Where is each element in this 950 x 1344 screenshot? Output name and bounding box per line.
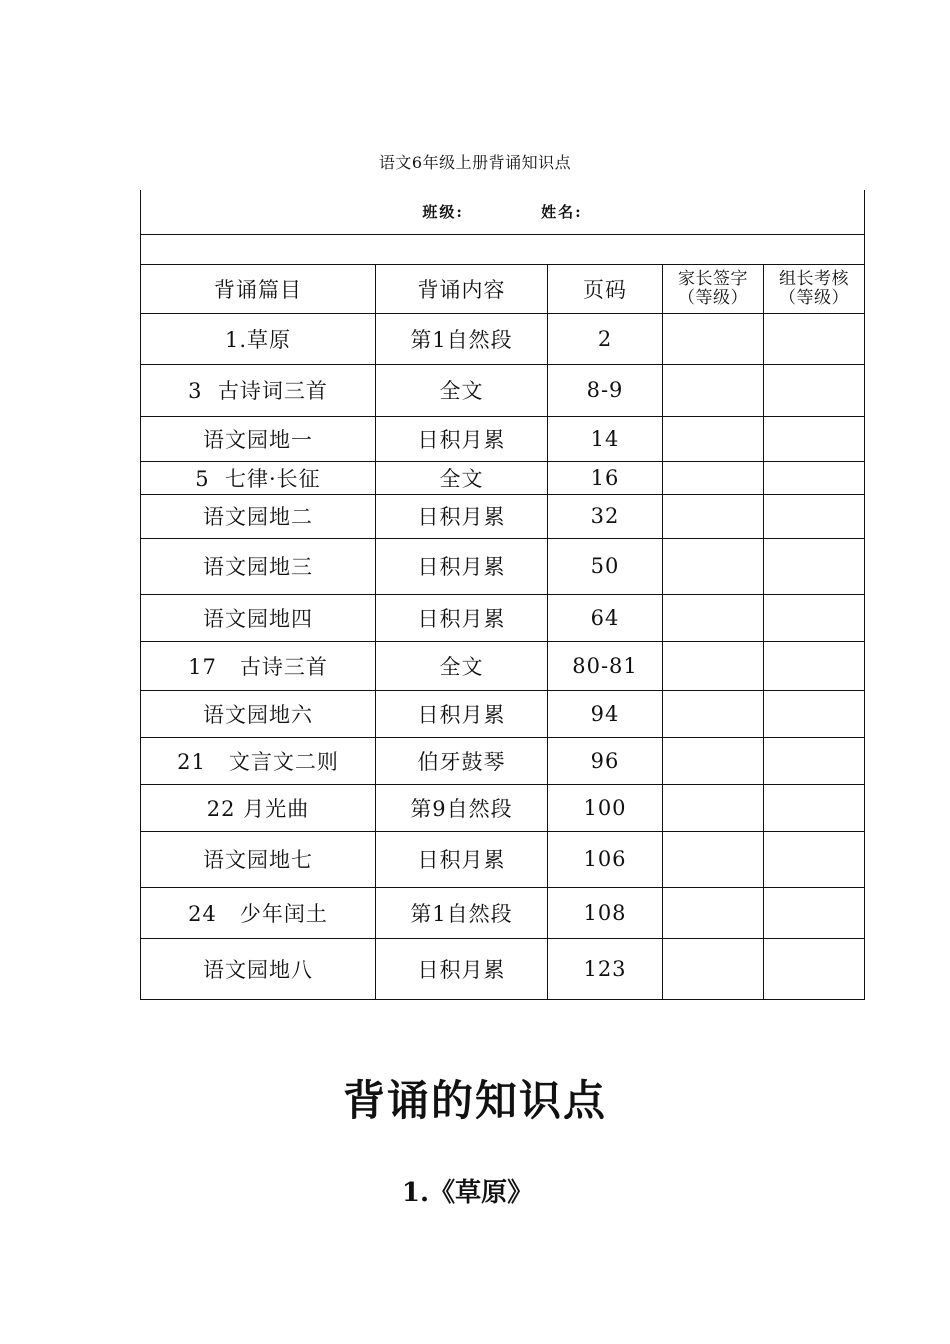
header-piece: 背诵篇目 (141, 264, 376, 313)
piece-cell: 语文园地四 (141, 594, 376, 641)
piece-cell: 5 七律·长征 (141, 461, 376, 494)
parent-sign-cell (663, 461, 764, 494)
leader-check-cell (764, 594, 865, 641)
document-title: 语文6年级上册背诵知识点 (378, 153, 572, 172)
class-name-cell (141, 190, 865, 234)
content-cell: 第1自然段 (376, 887, 548, 938)
piece-cell: 24 少年闰土 (141, 887, 376, 938)
table-row (141, 416, 865, 461)
leader-check-cell (764, 641, 865, 690)
leader-check-cell (764, 831, 865, 887)
table-row (141, 887, 865, 938)
parent-sign-cell (663, 494, 764, 538)
page-cell: 94 (548, 690, 663, 737)
content-cell: 伯牙鼓琴 (376, 737, 548, 784)
piece-cell: 17 古诗三首 (141, 641, 376, 690)
table-row (141, 641, 865, 690)
table-row (141, 594, 865, 641)
table-row (141, 461, 865, 494)
parent-sign-cell (663, 538, 764, 594)
leader-check-cell (764, 538, 865, 594)
leader-check-cell (764, 461, 865, 494)
parent-sign-cell (663, 887, 764, 938)
table-row (141, 313, 865, 364)
parent-sign-cell (663, 364, 764, 416)
leader-check-cell (764, 364, 865, 416)
page-cell: 2 (548, 313, 663, 364)
content-cell: 第9自然段 (376, 784, 548, 831)
page-cell: 50 (548, 538, 663, 594)
content-cell: 日积月累 (376, 831, 548, 887)
content-cell: 全文 (376, 461, 548, 494)
content-cell: 第1自然段 (376, 313, 548, 364)
parent-sign-cell (663, 690, 764, 737)
content-cell: 日积月累 (376, 494, 548, 538)
parent-sign-cell (663, 641, 764, 690)
leader-check-cell (764, 494, 865, 538)
piece-cell: 语文园地三 (141, 538, 376, 594)
parent-sign-cell (663, 737, 764, 784)
piece-cell: 21 文言文二则 (141, 737, 376, 784)
parent-sign-cell (663, 594, 764, 641)
page-cell: 32 (548, 494, 663, 538)
name-label: 姓名: (541, 203, 583, 222)
piece-cell: 语文园地二 (141, 494, 376, 538)
header-page: 页码 (548, 264, 663, 313)
content-cell: 全文 (376, 641, 548, 690)
content-cell: 日积月累 (376, 690, 548, 737)
page-cell: 123 (548, 938, 663, 999)
parent-sign-cell (663, 313, 764, 364)
content-cell: 全文 (376, 364, 548, 416)
parent-sign-cell (663, 784, 764, 831)
table-row (141, 784, 865, 831)
content-cell: 日积月累 (376, 538, 548, 594)
piece-cell: 语文园地一 (141, 416, 376, 461)
table-body (141, 313, 865, 999)
header-content: 背诵内容 (376, 264, 548, 313)
table-row (141, 690, 865, 737)
page-cell: 80-81 (548, 641, 663, 690)
blank-cell (141, 234, 865, 264)
leader-check-cell (764, 737, 865, 784)
blank-row (141, 234, 865, 264)
page-cell: 108 (548, 887, 663, 938)
recitation-table (140, 190, 865, 1000)
section-heading: 背诵的知识点 (342, 1076, 607, 1125)
content-cell: 日积月累 (376, 938, 548, 999)
leader-check-cell (764, 938, 865, 999)
page-cell: 100 (548, 784, 663, 831)
table-row (141, 364, 865, 416)
header-parent-sign-line2: （等级） (678, 287, 748, 308)
class-name-row (141, 190, 865, 234)
section-subheading: 1.《草原》 (401, 1178, 534, 1208)
class-label: 班级: (422, 203, 464, 222)
parent-sign-cell (663, 938, 764, 999)
header-leader-check-line2: （等级） (779, 287, 849, 308)
piece-cell: 语文园地八 (141, 938, 376, 999)
piece-cell: 语文园地六 (141, 690, 376, 737)
leader-check-cell (764, 690, 865, 737)
piece-cell: 语文园地七 (141, 831, 376, 887)
leader-check-cell (764, 887, 865, 938)
parent-sign-cell (663, 416, 764, 461)
table-row (141, 938, 865, 999)
leader-check-cell (764, 313, 865, 364)
page-cell: 64 (548, 594, 663, 641)
page-cell: 96 (548, 737, 663, 784)
page-cell: 8-9 (548, 364, 663, 416)
header-parent-sign (663, 264, 764, 313)
header-row (141, 264, 865, 313)
content-cell: 日积月累 (376, 594, 548, 641)
content-cell: 日积月累 (376, 416, 548, 461)
piece-cell: 3 古诗词三首 (141, 364, 376, 416)
header-leader-check-line1: 组长考核 (779, 268, 849, 289)
table-row (141, 538, 865, 594)
piece-cell: 22 月光曲 (141, 784, 376, 831)
page-cell: 106 (548, 831, 663, 887)
header-parent-sign-line1: 家长签字 (678, 268, 748, 289)
leader-check-cell (764, 784, 865, 831)
table-row (141, 737, 865, 784)
header-leader-check (764, 264, 865, 313)
page-cell: 14 (548, 416, 663, 461)
piece-cell: 1.草原 (141, 313, 376, 364)
table-row (141, 494, 865, 538)
leader-check-cell (764, 416, 865, 461)
table-row (141, 831, 865, 887)
page-cell: 16 (548, 461, 663, 494)
parent-sign-cell (663, 831, 764, 887)
